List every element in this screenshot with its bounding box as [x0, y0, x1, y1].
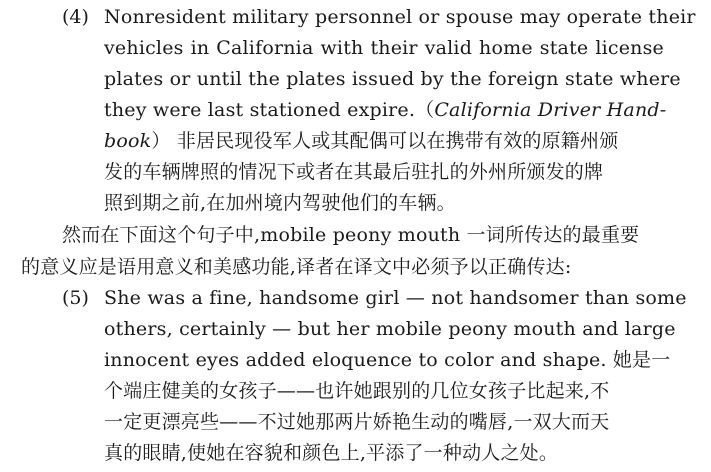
example-5-line-2: others, certainly — but her mobile peony mouth and large	[104, 318, 676, 340]
example-4-line-6: 发的车辆牌照的情况下或者在其最后驻扎的外州所颁发的牌	[104, 161, 604, 183]
example-5-line-6: 真的眼睛,使她在容貌和颜色上,平添了一种动人之处。	[104, 442, 559, 464]
example-4-line-5-text: ） 非居民现役军人或其配偶可以在携带有效的原籍州颁	[151, 130, 619, 152]
example-5-line-3: innocent eyes added eloquence to color and shape. 她是一	[104, 349, 671, 371]
example-4-line-4	[104, 95, 667, 125]
paragraph-line-1: 然而在下面这个句子中,mobile peony mouth 一词所传达的最重要	[62, 224, 640, 246]
example-4-line-4-text: they were last stationed expire.（	[104, 99, 435, 121]
example-4-number: (4)	[62, 6, 89, 28]
example-5-number: (5)	[62, 287, 89, 309]
book-title-part-2: book	[104, 130, 152, 152]
book-title-part-1: California Driver Hand-	[434, 99, 667, 121]
example-4-line-1: Nonresident military personnel or spouse may operate their	[104, 6, 696, 28]
example-5-line-5: 一定更漂亮些——不过她那两片娇艳生动的嘴唇,一双大而天	[104, 411, 610, 433]
example-5-line-1: She was a fine, handsome girl — not handsomer than some	[104, 287, 687, 309]
example-5-line-4: 个端庄健美的女孩子——也许她跟别的几位女孩子比起来,不	[104, 380, 610, 402]
example-4-line-3: plates or until the plates issued by the foreign state where	[104, 68, 681, 90]
example-4-line-2: vehicles in California with their valid home state license	[104, 37, 664, 59]
example-4-line-5	[104, 126, 618, 156]
paragraph-line-2: 的意义应是语用意义和美感功能,译者在译文中必须予以正确传达:	[21, 256, 572, 278]
example-4-line-7: 照到期之前,在加州境内驾驶他们的车辆。	[104, 192, 456, 214]
